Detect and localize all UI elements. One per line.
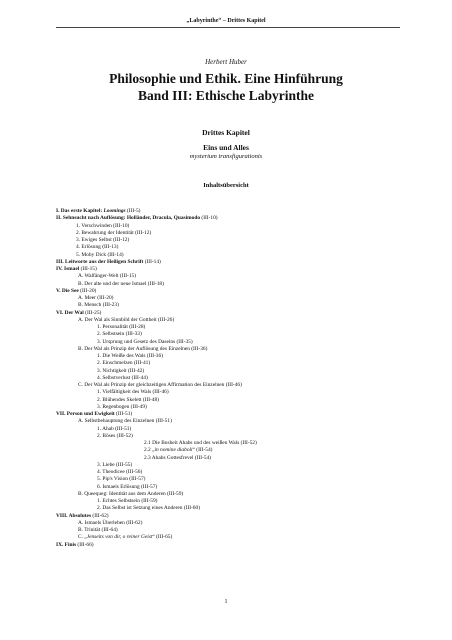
toc-entry — [56, 534, 406, 541]
toc-entry — [56, 230, 406, 237]
toc-entry-title: II. Sehnsucht nach Auflösung: Holländer, Dracula, Quasimodo — [56, 215, 201, 222]
toc-entry — [56, 215, 406, 222]
toc-entry-text: 5. Moby Dick (III-14) — [76, 251, 124, 258]
toc-entry — [56, 368, 406, 375]
toc-entry-text: 4. Theodicee (III-56) — [97, 469, 143, 475]
toc-entry-page-ref: (III-5) — [125, 208, 141, 214]
main-title — [0, 70, 452, 104]
toc-heading: Inhaltsübersicht — [203, 182, 249, 189]
toc-entry-page-ref: (III-25) — [83, 309, 102, 316]
toc-entry — [56, 244, 406, 251]
toc-entry — [56, 513, 406, 520]
toc-entry — [56, 542, 406, 549]
toc-entry-title: VI. Der Wal — [56, 309, 84, 316]
toc-entry-text: 3. Liebe (III-55) — [97, 461, 133, 468]
toc-entry — [56, 404, 406, 411]
toc-entry-text: 4. Selbstverlust (III-44) — [97, 374, 148, 381]
toc-entry-text: 3. Ewiges Selbst (III-12) — [76, 237, 130, 243]
toc-entry — [56, 339, 406, 346]
toc-entry-text: 3. Nichtigkeit (III-42) — [97, 367, 145, 374]
toc-entry-text: 2. Blühendes Skelett (III-48) — [97, 396, 159, 403]
toc-entry-text: 1. Vielfältigkeit des Wals (III-46) — [97, 389, 169, 396]
toc-entry-text: B. Der Wal als Prinzip der Auflösung des Einzelnen (III-36) — [78, 345, 208, 352]
toc-entry — [56, 476, 406, 483]
chapter-label: Drittes Kapitel — [202, 128, 250, 137]
title-line-1: Philosophie und Ethik. Eine Hinführung — [109, 71, 343, 86]
toc-entry — [56, 389, 406, 396]
toc-entry — [56, 223, 406, 230]
toc-entry-text: “ (III-65) — [152, 534, 173, 541]
toc-entry-title-italic: Loomings — [103, 208, 126, 214]
toc-entry — [56, 310, 406, 317]
header-rule — [56, 27, 400, 28]
toc-entry — [56, 433, 406, 440]
toc-entry — [56, 426, 406, 433]
chapter-subtitle: Eins und Alles — [203, 143, 249, 152]
toc-entry-title: VII. Person und Ewigkeit — [56, 411, 115, 417]
toc-entry-text: B. Der alte und der neue Ismael (III-18) — [78, 280, 164, 287]
toc-entry-text: 1. Echtes Selbstsein (III-59) — [97, 498, 158, 504]
toc-entry — [56, 273, 406, 280]
toc-entry-text: B. Trinität (III-64) — [78, 527, 118, 533]
toc-entry-title: IX. Finis — [56, 541, 77, 548]
toc-entry-text: 3. Regenbogen (III-49) — [97, 403, 147, 410]
toc-entry-text: A. Selbstbehauptung des Einzelnen (III-51) — [78, 418, 172, 425]
toc-entry-text: 2. Selbstsein (III-33) — [97, 331, 142, 338]
toc-entry-text: 2.2 „ — [144, 447, 155, 454]
toc-entry — [56, 505, 406, 512]
toc-entry-page-ref: (III-20) — [78, 287, 97, 294]
toc-entry-text: 2. Bewahrung der Identität (III-12) — [76, 229, 152, 236]
toc-entry-text: B. Queequeg: Identität aus dem Anderen (III-59) — [78, 490, 184, 497]
toc-entry — [56, 259, 406, 266]
toc-entry-italic-text: in nomine diaboli — [154, 447, 193, 454]
toc-entry-text: C. Der Wal als Prinzip der gleichzeitigen Affirmation des Einzelnen (III-46) — [78, 382, 242, 388]
toc-entry-text: “ (III-54) — [192, 447, 213, 454]
toc-entry-text: 1. Die Weiße des Wals (III-36) — [97, 353, 163, 359]
toc-entry — [56, 484, 406, 491]
toc-entry — [56, 491, 406, 498]
toc-entry — [56, 346, 406, 353]
toc-entry — [56, 397, 406, 404]
toc-entry-title: IV. Ismael — [56, 266, 80, 272]
toc-entry-page-ref: (III-14) — [143, 258, 161, 265]
toc-entry-text: C. „ — [78, 534, 87, 541]
toc-entry-text: 2.3 Ahabs Gottesfrevel (III-54) — [144, 454, 212, 461]
toc-entry-text: A. Ismaels Überleben (III-62) — [78, 519, 143, 526]
toc-entry-text: B. Mensch (III-23) — [78, 302, 119, 309]
toc-entry-text: 1. Ahab (III-51) — [97, 425, 132, 432]
toc-entry — [56, 455, 406, 462]
toc-entry-text: 2. Einschmelzen (III-41) — [97, 360, 151, 367]
page-number: 1 — [224, 599, 228, 605]
toc-entry-page-ref: (III-66) — [76, 541, 94, 548]
toc-entry-italic-text: Jenseits von dir, o reiner Geist — [86, 534, 153, 541]
chapter-subtitle-latin: mysterium transfigurationis — [189, 153, 263, 160]
toc-entry-title: V. Die See — [56, 287, 79, 294]
toc-entry — [56, 331, 406, 338]
toc-entry — [56, 288, 406, 295]
toc-entry — [56, 462, 406, 469]
toc-entry-text: 5. Pip's Vision (III-57) — [97, 476, 146, 483]
table-of-contents — [56, 208, 406, 549]
toc-entry-title: VIII. Absolutes — [56, 512, 92, 519]
toc-entry-text: 2. Das Selbst ist Setzung eines Anderen (III-60) — [97, 505, 200, 512]
toc-entry — [56, 302, 406, 309]
toc-entry-text: A. Walfänger-Welt (III-15) — [78, 273, 137, 280]
toc-entry-text: A. Meer (III-20) — [78, 295, 114, 301]
toc-entry — [56, 317, 406, 324]
toc-entry — [56, 447, 406, 454]
toc-entry-text: 6. Ismaels Erlösung (III-57) — [97, 483, 158, 490]
toc-entry-page-ref: (III-51) — [114, 411, 133, 417]
toc-entry — [56, 281, 406, 288]
toc-entry-text: 1. Verschwinden (III-10) — [76, 222, 130, 229]
toc-entry-text: A. Der Wal als Sinnbild der Gottheit (III-26) — [78, 316, 175, 323]
toc-entry — [56, 418, 406, 425]
toc-entry-page-ref: (III-62) — [91, 512, 109, 519]
toc-entry — [56, 440, 406, 447]
toc-entry-text: 3. Ursprung und Gesetz des Daseins (III-35) — [97, 338, 193, 345]
toc-entry — [56, 252, 406, 259]
toc-entry-text: 2.1 Die Bosheit Ahabs und des weißen Wals (III-52) — [144, 440, 257, 446]
toc-entry-text: 1. Personalität (III-28) — [97, 324, 146, 330]
toc-entry-title: I. Das erste Kapitel: — [56, 208, 104, 214]
title-line-2: Band III: Ethische Labyrinthe — [138, 88, 314, 103]
toc-entry — [56, 360, 406, 367]
toc-entry-page-ref: (III-10) — [200, 215, 218, 222]
toc-entry-page-ref: (III-15) — [79, 266, 97, 272]
toc-entry — [56, 520, 406, 527]
toc-entry-title: III. Leitworte aus der Heiligen Schrift — [56, 258, 144, 265]
running-header: „Labyrinthe“ – Drittes Kapitel — [186, 18, 266, 24]
author-name: Herbert Huber — [205, 58, 247, 66]
toc-entry-text: 4. Erlösung (III-13) — [76, 244, 119, 251]
toc-entry-text: 2. Böses (III-52) — [97, 432, 133, 439]
toc-entry — [56, 375, 406, 382]
